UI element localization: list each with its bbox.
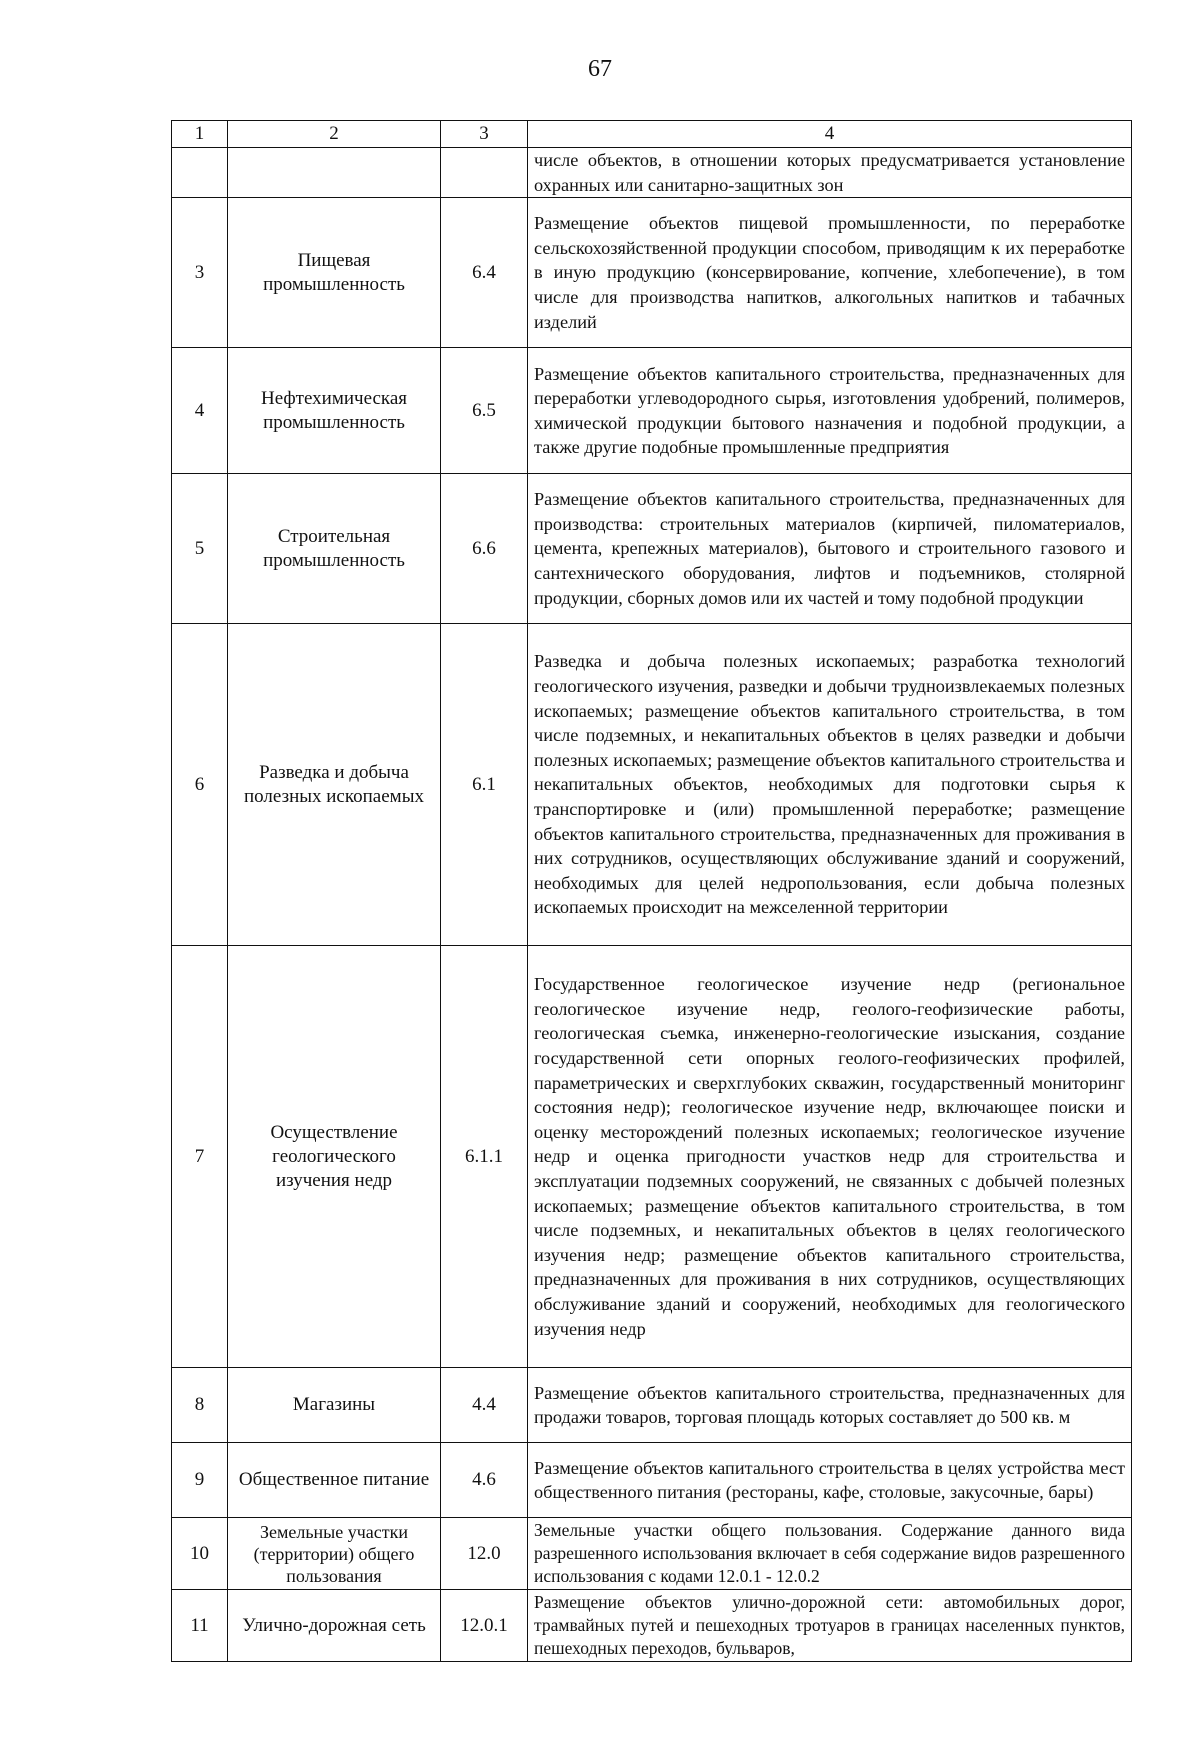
table-row [172,1368,1132,1443]
table-row [172,1518,1132,1590]
table-row [172,946,1132,1368]
use-code: 4.4 [441,1368,528,1443]
use-description: Размещение объектов пищевой промышленности, по переработке сельскохозяйственной продукции способом, приводящим к их переработке в иную продукцию (консервирование, копчение, хлебопечение), в том числе для производства напитков, алкогольных напитков и табачных изделий [528,198,1132,348]
use-name: Строительная промышленность [228,474,441,624]
row-number: 3 [172,198,228,348]
row-number: 4 [172,348,228,474]
use-description: Размещение объектов улично-дорожной сети: автомобильных дорог, трамвайных путей и пешеходных тротуаров в границах населенных пунктов, пешеходных переходов, бульваров, [528,1590,1132,1662]
use-name: Пищевая промышленность [228,198,441,348]
header-cell: 3 [441,121,528,148]
use-code: 6.1 [441,624,528,946]
use-code: 4.6 [441,1443,528,1518]
row-number: 9 [172,1443,228,1518]
land-use-table [171,120,1132,1662]
table-row [172,1443,1132,1518]
use-description: Земельные участки общего пользования. Содержание данного вида разрешенного использования включает в себя содержание видов разрешенного использования с кодами 12.0.1 - 12.0.2 [528,1518,1132,1590]
use-description: Государственное геологическое изучение недр (региональное геологическое изучение недр, геолого-геофизические работы, геологическая съемка, инженерно-геологические изыскания, создание государственной сети опорных геолого-геофизических профилей, параметрических и сверхглубоких скважин, государственный мониторинг состояния недр); геологическое изучение недр, включающее поиски и оценку месторождений полезных ископаемых; геологическое изучение недр и оценка пригодности участков недр для строительства и эксплуатации подземных сооружений, не связанных с добычей полезных ископаемых; размещение объектов капитального строительства, в том числе подземных, и некапитальных объектов в целях геологического изучения недр; размещение объектов капитального строительства, предназначенных для проживания в них сотрудников, осуществляющих обслуживание зданий и сооружений, необходимых для геологического изучения недр [528,946,1132,1368]
table-header-row [172,121,1132,148]
use-code: 6.4 [441,198,528,348]
use-description: Размещение объектов капитального строительства, предназначенных для переработки углеводородного сырья, изготовления удобрений, полимеров, химической продукции бытового назначения и подобной продукции, а также другие подобные промышленные предприятия [528,348,1132,474]
header-cell: 1 [172,121,228,148]
row-number: 8 [172,1368,228,1443]
use-name: Земельные участки (территории) общего пользования [228,1518,441,1590]
table-row [172,474,1132,624]
table-row [172,198,1132,348]
row-number: 7 [172,946,228,1368]
use-description: Размещение объектов капитального строительства, предназначенных для производства: строительных материалов (кирпичей, пиломатериалов, цемента, крепежных материалов), бытового и строительного газового и сантехнического оборудования, лифтов и подъемников, столярной продукции, сборных домов или их частей и тому подобной продукции [528,474,1132,624]
use-description: Размещение объектов капитального строительства в целях устройства мест общественного питания (рестораны, кафе, столовые, закусочные, бары) [528,1443,1132,1518]
use-description: Размещение объектов капитального строительства, предназначенных для продажи товаров, торговая площадь которых составляет до 500 кв. м [528,1368,1132,1443]
use-code: 6.1.1 [441,946,528,1368]
use-code: 12.0.1 [441,1590,528,1662]
row-number: 10 [172,1518,228,1590]
use-code: 12.0 [441,1518,528,1590]
table-row-continuation [172,148,1132,198]
use-name: Магазины [228,1368,441,1443]
row-number: 11 [172,1590,228,1662]
use-name: Улично-дорожная сеть [228,1590,441,1662]
table-row [172,348,1132,474]
page-number: 67 [588,56,612,82]
header-cell: 4 [528,121,1132,148]
use-description: Разведка и добыча полезных ископаемых; разработка технологий геологического изучения, разведки и добычи трудноизвлекаемых полезных ископаемых; размещение объектов капитального строительства, в том числе подземных, и некапитальных объектов в целях разведки и добычи полезных ископаемых; размещение объектов капитального строительства и некапитальных объектов, необходимых для подготовки сырья к транспортировке и (или) промышленной переработке; размещение объектов капитального строительства, предназначенных для проживания в них сотрудников, осуществляющих обслуживание зданий и сооружений, необходимых для целей недропользования, если добыча полезных ископаемых происходит на межселенной территории [528,624,1132,946]
table-row [172,1590,1132,1662]
row-number: 5 [172,474,228,624]
use-code: 6.6 [441,474,528,624]
desc-cell: числе объектов, в отношении которых предусматривается установление охранных или санитарно-защитных зон [528,148,1132,198]
use-name: Общественное питание [228,1443,441,1518]
use-name: Осуществление геологического изучения недр [228,946,441,1368]
use-code: 6.5 [441,348,528,474]
use-name: Нефтехимическая промышленность [228,348,441,474]
header-cell: 2 [228,121,441,148]
row-number: 6 [172,624,228,946]
table-row [172,624,1132,946]
use-name: Разведка и добыча полезных ископаемых [228,624,441,946]
